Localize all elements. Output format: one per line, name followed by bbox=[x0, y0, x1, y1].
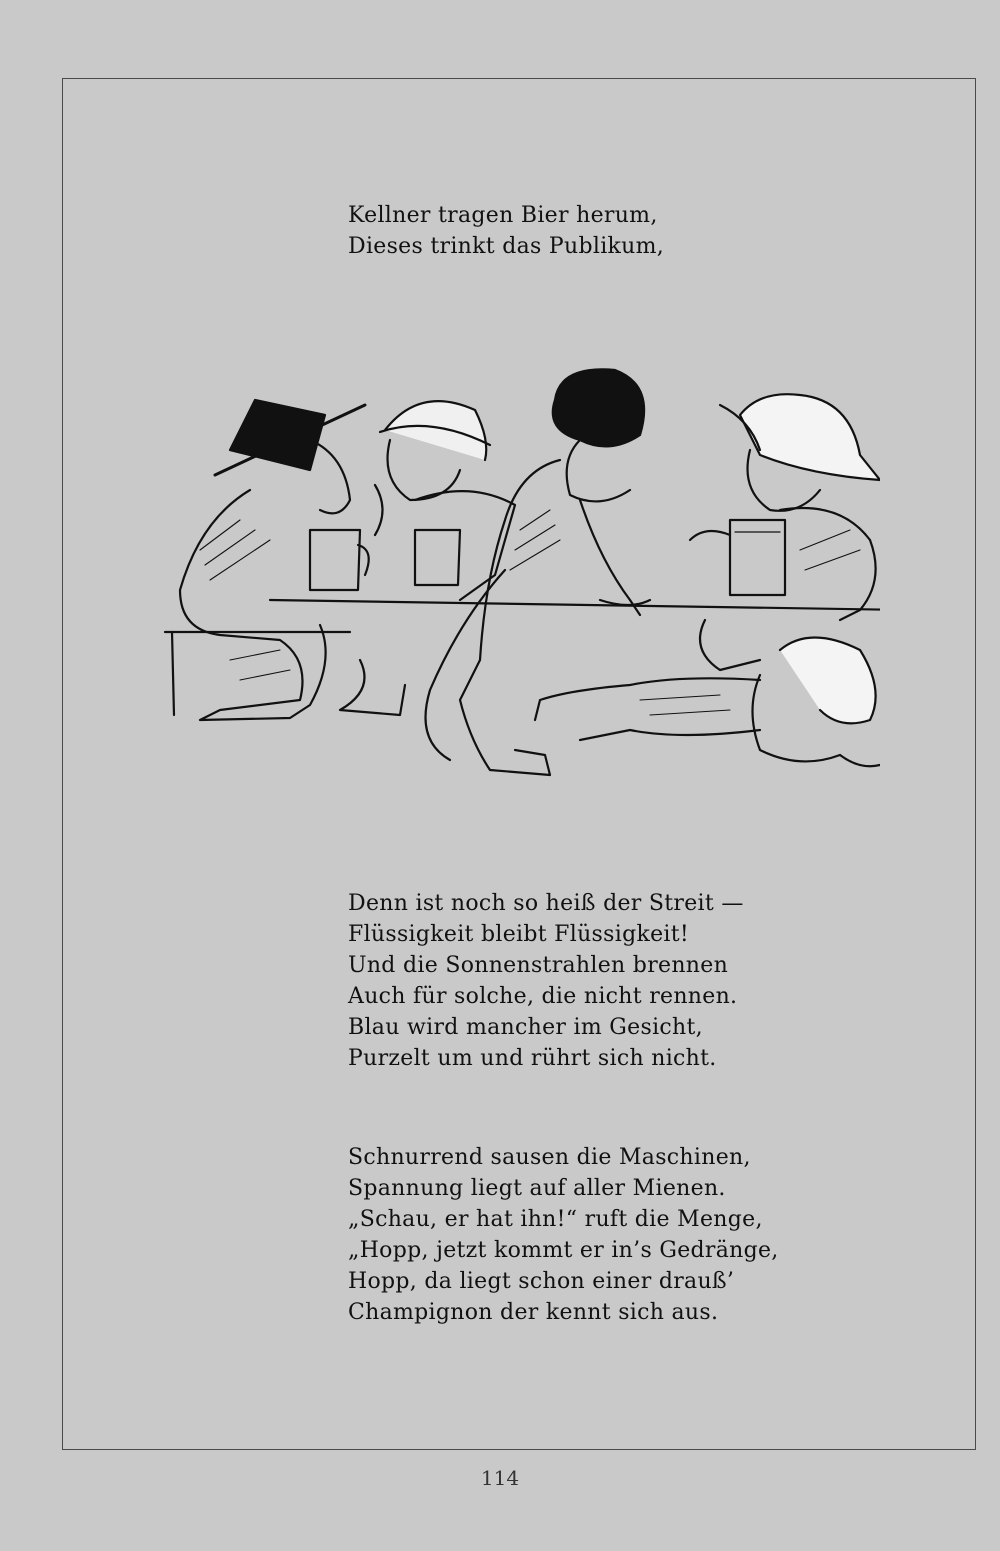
page-number: 114 bbox=[480, 1466, 520, 1490]
verse-line: Denn ist noch so heiß der Streit — bbox=[348, 891, 744, 916]
tavern-illustration bbox=[160, 360, 880, 790]
verse-line: Spannung liegt auf aller Mienen. bbox=[348, 1176, 726, 1201]
verse-line: Schnurrend sausen die Maschinen, bbox=[348, 1145, 751, 1170]
verse-line: Kellner tragen Bier herum, bbox=[348, 203, 658, 228]
table-top bbox=[270, 600, 880, 610]
verse-line: Auch für solche, die nicht rennen. bbox=[348, 984, 738, 1009]
verse-line: „Hopp, jetzt kommt er in’s Gedränge, bbox=[348, 1238, 779, 1263]
verse-line: Dieses trinkt das Publikum, bbox=[348, 234, 665, 259]
verse-line: „Schau, er hat ihn!“ ruft die Menge, bbox=[348, 1207, 763, 1232]
verse-stanza-2 bbox=[348, 888, 744, 1074]
verse-line: Und die Sonnenstrahlen brennen bbox=[348, 953, 729, 978]
verse-line: Champignon der kennt sich aus. bbox=[348, 1300, 719, 1325]
verse-stanza-1 bbox=[348, 200, 664, 262]
verse-line: Hopp, da liegt schon einer drauß’ bbox=[348, 1269, 735, 1294]
verse-line: Blau wird mancher im Gesicht, bbox=[348, 1015, 703, 1040]
verse-line: Flüssigkeit bleibt Flüssigkeit! bbox=[348, 922, 690, 947]
verse-stanza-3 bbox=[348, 1142, 779, 1328]
verse-line: Purzelt um und rührt sich nicht. bbox=[348, 1046, 717, 1071]
